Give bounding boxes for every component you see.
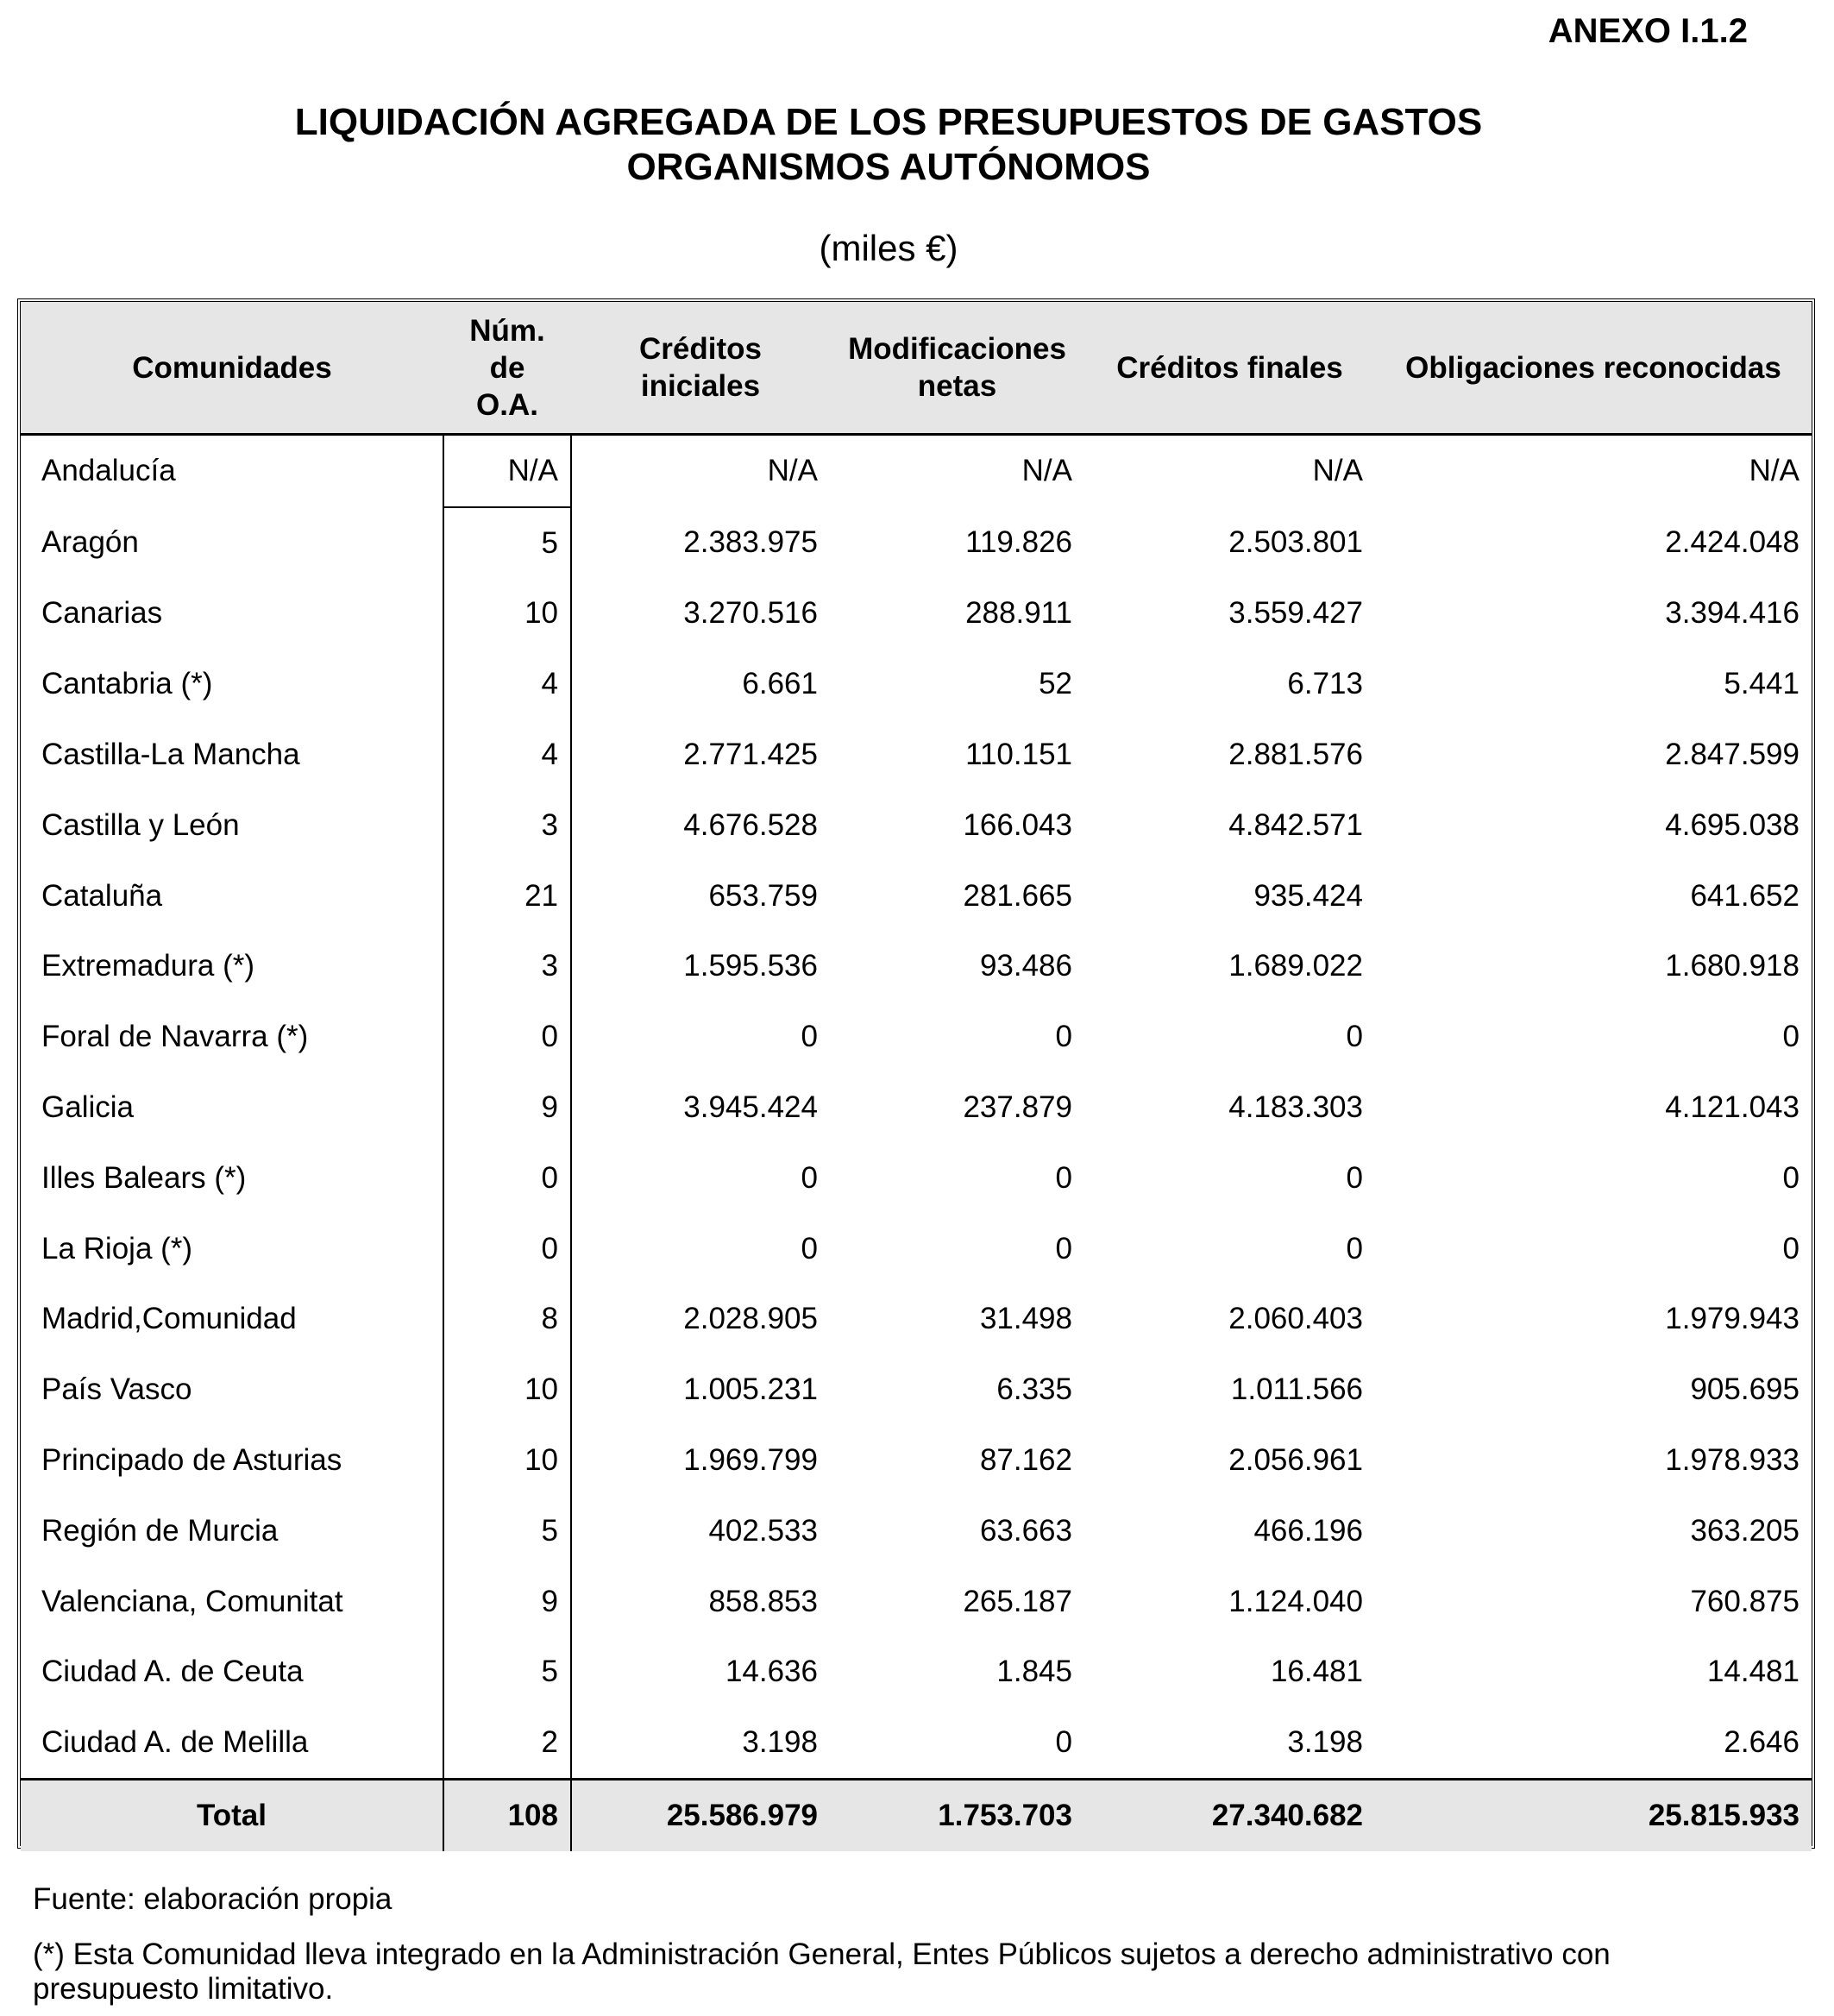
cell-obligaciones: 3.394.416 xyxy=(1665,596,1799,631)
cell-obligaciones: 2.847.599 xyxy=(1665,738,1799,772)
cell-num-oa: 0 xyxy=(443,1002,571,1072)
cell-modificaciones: 31.498 xyxy=(979,1302,1072,1336)
page-title xyxy=(0,100,1777,190)
cell-modificaciones: N/A xyxy=(1021,454,1072,488)
cell-obligaciones: 4.121.043 xyxy=(1665,1090,1799,1125)
cell-creditos-iniciales: 3.270.516 xyxy=(683,596,818,631)
cell-comunidad: Castilla-La Mancha xyxy=(41,738,300,772)
header-num-oa-line-1: Núm. xyxy=(469,313,545,348)
cell-modificaciones: 0 xyxy=(1055,1020,1072,1054)
cell-creditos-iniciales: 4.676.528 xyxy=(683,807,818,842)
cell-comunidad: Cataluña xyxy=(41,878,163,913)
table-row xyxy=(21,579,1812,650)
total-row xyxy=(21,1780,1812,1852)
cell-modificaciones: 63.663 xyxy=(979,1513,1072,1548)
table-row xyxy=(21,1214,1812,1284)
cell-modificaciones: 93.486 xyxy=(979,949,1072,983)
table-row xyxy=(21,435,1812,507)
cell-creditos-iniciales: 653.759 xyxy=(708,878,818,913)
cell-comunidad: Valenciana, Comunitat xyxy=(41,1584,343,1618)
header-modificaciones-line-1: Modificaciones xyxy=(848,332,1066,366)
table-row xyxy=(21,1284,1812,1355)
cell-num-oa: 3 xyxy=(443,790,571,861)
cell-obligaciones: 1.979.943 xyxy=(1665,1302,1799,1336)
cell-num-oa: 5 xyxy=(443,507,571,579)
table-row xyxy=(21,1707,1812,1779)
cell-num-oa: 10 xyxy=(443,1425,571,1496)
header-num-oa xyxy=(443,302,571,435)
cell-comunidad: La Rioja (*) xyxy=(41,1231,193,1265)
cell-creditos-iniciales: 3.198 xyxy=(742,1725,818,1760)
cell-obligaciones: 0 xyxy=(1782,1231,1799,1265)
cell-modificaciones: 110.151 xyxy=(965,738,1072,772)
table-row xyxy=(21,861,1812,932)
cell-modificaciones: 265.187 xyxy=(963,1584,1072,1618)
header-num-oa-line-2: de xyxy=(489,350,525,385)
cell-num-oa: 4 xyxy=(443,719,571,790)
table-row xyxy=(21,1567,1812,1637)
header-creditos-iniciales xyxy=(571,302,830,435)
cell-creditos-iniciales: 2.383.975 xyxy=(683,525,818,560)
table-row xyxy=(21,1425,1812,1496)
table-row xyxy=(21,719,1812,790)
header-modificaciones-line-2: netas xyxy=(917,369,997,403)
total-obligaciones: 25.815.933 xyxy=(1375,1780,1812,1852)
asterisk-note xyxy=(33,1937,1775,2007)
budget-table xyxy=(21,302,1812,1851)
cell-obligaciones: 641.652 xyxy=(1690,878,1799,913)
cell-creditos-iniciales: 0 xyxy=(801,1160,818,1195)
table-row xyxy=(21,649,1812,719)
cell-creditos-finales: 2.881.576 xyxy=(1228,738,1363,772)
cell-creditos-finales: 3.198 xyxy=(1287,1725,1363,1760)
cell-num-oa: 0 xyxy=(443,1143,571,1214)
table-header-row xyxy=(21,302,1812,435)
header-creditos-iniciales-line-2: iniciales xyxy=(640,369,761,403)
cell-modificaciones: 52 xyxy=(1039,667,1072,701)
cell-obligaciones: 5.441 xyxy=(1724,667,1799,701)
annex-label: ANEXO I.1.2 xyxy=(1548,12,1748,50)
cell-num-oa: 9 xyxy=(443,1072,571,1143)
cell-comunidad: Galicia xyxy=(41,1090,134,1125)
cell-creditos-finales: N/A xyxy=(1312,454,1363,488)
cell-obligaciones: 1.978.933 xyxy=(1665,1443,1799,1478)
asterisk-note-line-2: presupuesto limitativo. xyxy=(33,1972,334,2006)
cell-modificaciones: 0 xyxy=(1055,1231,1072,1265)
cell-modificaciones: 119.826 xyxy=(965,525,1072,560)
cell-comunidad: Canarias xyxy=(41,596,163,631)
cell-creditos-finales: 16.481 xyxy=(1270,1655,1363,1689)
cell-num-oa: 21 xyxy=(443,861,571,932)
cell-creditos-finales: 935.424 xyxy=(1253,878,1363,913)
cell-creditos-finales: 2.060.403 xyxy=(1228,1302,1363,1336)
units-label: (miles €) xyxy=(819,228,958,268)
cell-creditos-iniciales: 2.028.905 xyxy=(683,1302,818,1336)
cell-creditos-finales: 466.196 xyxy=(1253,1513,1363,1548)
cell-num-oa: 8 xyxy=(443,1284,571,1355)
table-row xyxy=(21,790,1812,861)
cell-num-oa: 3 xyxy=(443,932,571,1002)
title-line-2: ORGANISMOS AUTÓNOMOS xyxy=(626,146,1151,188)
cell-obligaciones: 0 xyxy=(1782,1020,1799,1054)
cell-num-oa: 2 xyxy=(443,1707,571,1779)
cell-num-oa: 0 xyxy=(443,1214,571,1284)
asterisk-note-line-1: (*) Esta Comunidad lleva integrado en la Administración General, Entes Públicos sujetos a derecho administrativo con xyxy=(33,1937,1611,1971)
cell-creditos-finales: 2.056.961 xyxy=(1228,1443,1363,1478)
cell-comunidad: País Vasco xyxy=(41,1372,192,1407)
cell-modificaciones: 6.335 xyxy=(996,1372,1072,1407)
table-row xyxy=(21,507,1812,579)
header-creditos-iniciales-line-1: Créditos xyxy=(639,332,762,366)
cell-obligaciones: 4.695.038 xyxy=(1665,807,1799,842)
cell-modificaciones: 87.162 xyxy=(979,1443,1072,1478)
cell-creditos-finales: 3.559.427 xyxy=(1228,596,1363,631)
cell-creditos-finales: 0 xyxy=(1346,1160,1363,1195)
header-obligaciones: Obligaciones reconocidas xyxy=(1375,302,1812,435)
cell-num-oa: 10 xyxy=(443,1354,571,1425)
cell-obligaciones: N/A xyxy=(1749,454,1799,488)
cell-obligaciones: 1.680.918 xyxy=(1665,949,1799,983)
cell-obligaciones: 363.205 xyxy=(1690,1513,1799,1548)
cell-comunidad: Madrid,Comunidad xyxy=(41,1302,297,1336)
title-line-1: LIQUIDACIÓN AGREGADA DE LOS PRESUPUESTOS DE GASTOS xyxy=(294,101,1483,143)
cell-comunidad: Illes Balears (*) xyxy=(41,1160,247,1195)
cell-obligaciones: 2.646 xyxy=(1724,1725,1799,1760)
cell-creditos-iniciales: 14.636 xyxy=(725,1655,818,1689)
cell-comunidad: Aragón xyxy=(41,525,139,560)
cell-obligaciones: 2.424.048 xyxy=(1665,525,1799,560)
cell-num-oa: 5 xyxy=(443,1496,571,1567)
cell-creditos-finales: 2.503.801 xyxy=(1228,525,1363,560)
total-modificaciones: 1.753.703 xyxy=(830,1780,1084,1852)
cell-obligaciones: 0 xyxy=(1782,1160,1799,1195)
cell-creditos-finales: 6.713 xyxy=(1287,667,1363,701)
table-row xyxy=(21,1637,1812,1708)
source-note: Fuente: elaboración propia xyxy=(33,1882,393,1916)
cell-modificaciones: 281.665 xyxy=(963,878,1072,913)
header-creditos-finales: Créditos finales xyxy=(1084,302,1375,435)
table-row xyxy=(21,1496,1812,1567)
cell-comunidad: Región de Murcia xyxy=(41,1513,279,1548)
cell-comunidad: Ciudad A. de Ceuta xyxy=(41,1655,304,1689)
cell-creditos-iniciales: N/A xyxy=(767,454,818,488)
cell-creditos-iniciales: 2.771.425 xyxy=(683,738,818,772)
cell-creditos-iniciales: 3.945.424 xyxy=(683,1090,818,1125)
table-row xyxy=(21,1002,1812,1072)
cell-comunidad: Principado de Asturias xyxy=(41,1443,342,1478)
cell-creditos-finales: 4.842.571 xyxy=(1228,807,1363,842)
cell-modificaciones: 0 xyxy=(1055,1725,1072,1760)
cell-num-oa: 9 xyxy=(443,1567,571,1637)
cell-comunidad: Extremadura (*) xyxy=(41,949,255,983)
cell-obligaciones: 760.875 xyxy=(1690,1584,1799,1618)
header-comunidades: Comunidades xyxy=(21,302,443,435)
header-num-oa-line-3: O.A. xyxy=(476,387,538,422)
cell-creditos-finales: 0 xyxy=(1346,1231,1363,1265)
cell-creditos-iniciales: 858.853 xyxy=(708,1584,818,1618)
cell-modificaciones: 0 xyxy=(1055,1160,1072,1195)
cell-comunidad: Andalucía xyxy=(41,454,176,488)
cell-creditos-iniciales: 402.533 xyxy=(708,1513,818,1548)
cell-modificaciones: 237.879 xyxy=(963,1090,1072,1125)
cell-creditos-iniciales: 0 xyxy=(801,1231,818,1265)
cell-creditos-iniciales: 0 xyxy=(801,1020,818,1054)
cell-creditos-finales: 1.011.566 xyxy=(1230,1372,1363,1407)
cell-creditos-iniciales: 6.661 xyxy=(742,667,818,701)
cell-creditos-finales: 1.689.022 xyxy=(1228,949,1363,983)
cell-modificaciones: 166.043 xyxy=(963,807,1072,842)
cell-creditos-iniciales: 1.595.536 xyxy=(683,949,818,983)
cell-num-oa: 10 xyxy=(443,579,571,650)
cell-obligaciones: 14.481 xyxy=(1706,1655,1799,1689)
cell-creditos-finales: 0 xyxy=(1346,1020,1363,1054)
table-body xyxy=(21,435,1812,1780)
cell-num-oa: 4 xyxy=(443,649,571,719)
cell-comunidad: Ciudad A. de Melilla xyxy=(41,1725,309,1760)
cell-creditos-finales: 4.183.303 xyxy=(1228,1090,1363,1125)
cell-comunidad: Cantabria (*) xyxy=(41,667,213,701)
table-row xyxy=(21,932,1812,1002)
cell-creditos-iniciales: 1.969.799 xyxy=(683,1443,818,1478)
cell-modificaciones: 1.845 xyxy=(996,1655,1072,1689)
cell-num-oa: 5 xyxy=(443,1637,571,1708)
total-creditos-finales: 27.340.682 xyxy=(1084,1780,1375,1852)
table-row xyxy=(21,1072,1812,1143)
header-modificaciones xyxy=(830,302,1084,435)
total-creditos-iniciales: 25.586.979 xyxy=(571,1780,830,1852)
cell-creditos-finales: 1.124.040 xyxy=(1228,1584,1363,1618)
table-row xyxy=(21,1143,1812,1214)
total-num-oa: 108 xyxy=(443,1780,571,1852)
total-label: Total xyxy=(21,1780,443,1852)
table-row xyxy=(21,1354,1812,1425)
cell-comunidad: Castilla y León xyxy=(41,807,240,842)
cell-comunidad: Foral de Navarra (*) xyxy=(41,1020,309,1054)
cell-modificaciones: 288.911 xyxy=(965,596,1072,631)
cell-num-oa: N/A xyxy=(443,435,571,507)
cell-obligaciones: 905.695 xyxy=(1690,1372,1799,1407)
cell-creditos-iniciales: 1.005.231 xyxy=(683,1372,818,1407)
